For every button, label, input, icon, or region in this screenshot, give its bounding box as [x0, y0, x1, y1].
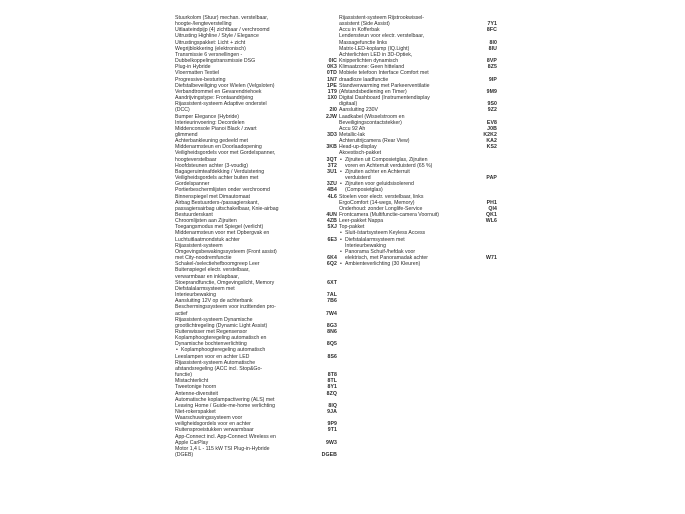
option-code: 9P9 — [327, 421, 337, 428]
option-description: Diefstalalarmsysteem met Interieurbewaking — [175, 285, 235, 299]
option-row — [175, 434, 337, 446]
option-code: 0IC — [328, 58, 337, 65]
option-description: Matrix-LED-koplamp (IQ.Light) — [339, 45, 410, 52]
option-code: 8T8 — [327, 372, 337, 379]
option-description: Automatische koplampactivering (ALS) met Leaving Home / Guide-me-home verlichting — [175, 396, 276, 409]
option-code: 8G3 — [326, 322, 337, 329]
option-code: 8I0 — [489, 39, 497, 46]
option-code: 4B4 — [327, 187, 337, 194]
option-description: Bumper Elegance (Hybride) — [175, 113, 240, 120]
option-code: 3D3 — [327, 131, 337, 138]
option-row — [339, 157, 497, 169]
option-row — [339, 52, 497, 64]
option-code: KA2 — [486, 138, 497, 145]
option-description: Tweetonige hoorn — [175, 384, 217, 391]
option-description: Middenconsole Pianoi Black / zwart glimmend — [175, 125, 257, 138]
option-code: 9S0 — [487, 101, 497, 108]
option-code: EV8 — [486, 119, 497, 126]
option-description: Bagageruimteafdekking / Verduistering — [175, 168, 265, 175]
option-description: Niet-rokerspakket — [175, 409, 216, 415]
option-code: 8N6 — [327, 328, 337, 335]
option-description: Toegangsmodus met Spiegel (verlicht) — [175, 224, 264, 231]
option-code: 4ZB — [326, 218, 337, 225]
option-code: 7AL — [326, 292, 337, 299]
option-code: 9JA — [327, 409, 337, 415]
option-description: Aandrijvingstype: Frontaandrijving — [175, 95, 254, 102]
option-row — [339, 33, 497, 45]
option-code: 2I0 — [329, 107, 337, 114]
option-description: Motor 1,4 L - 115 kW TSI Plug-in-Hybride (DGEB) — [175, 445, 270, 459]
option-row — [175, 347, 337, 353]
option-row — [175, 175, 337, 187]
option-code: 1PE — [326, 82, 337, 89]
option-code: QK1 — [486, 212, 497, 218]
option-description: Laadkabel (Wisselstroom en Beveiligingscontactstekker) — [339, 113, 405, 126]
option-code: 1X0 — [327, 95, 337, 102]
option-description: Lendensteun voor electr. verstelbaar, Massagefunctie links — [339, 33, 425, 46]
option-row — [175, 415, 337, 427]
option-description: Rijassistent-systeem Dynamische grootlichtregeling (Dynamic Light Assist) — [175, 316, 268, 329]
options-list-left — [175, 15, 337, 458]
option-row — [339, 70, 497, 82]
option-description: • Diefstalalarmsysteem met Interieurbewaking — [339, 237, 497, 249]
option-code: 9W3 — [326, 439, 337, 446]
option-code: J0B — [487, 125, 497, 132]
option-description: Rijassistent-systeem Omgevingsbewakingssysteem (Front assist) met City-noodremfunctie — [175, 242, 277, 262]
option-code: 8IQ — [328, 402, 337, 409]
option-description: Achterlichten LED in 3D-Optiek, Knipperlichten dynamisch — [339, 51, 413, 65]
option-code: PH1 — [486, 199, 497, 206]
option-description: Digital Dashboard (Instrumentendisplay digitaal) — [339, 95, 430, 108]
option-code: 7Y1 — [487, 21, 497, 28]
option-description: Hoofdsteunen achter (3-voudig) — [175, 162, 248, 169]
option-description: Progressive-besturing — [175, 76, 226, 83]
option-code: 4L6 — [327, 193, 337, 200]
option-description: Uitrustingspakket: Licht + zicht — [175, 39, 246, 46]
option-description: Ruitenwisser met Regensensor — [175, 328, 248, 335]
option-row — [339, 95, 497, 107]
option-code: KS2 — [486, 144, 497, 151]
option-code: WL6 — [485, 218, 497, 225]
option-code: 6XT — [327, 279, 337, 286]
option-description: Diefstalbeveiliging voor Wielen (Velgsloten) — [175, 82, 275, 89]
option-description: Top-pakket — [339, 224, 365, 231]
option-row — [175, 101, 337, 113]
option-row — [175, 317, 337, 329]
option-description: Standverwarming met Parkeerventilatie (Afstandsbediening en Timer) — [339, 82, 430, 95]
option-description: Portierbeschermlijsten onder verchroomd — [175, 187, 270, 194]
option-description: Veiligheidsgordels voor met Gordelspanner, hoogteverstelbaar — [175, 150, 276, 163]
option-description: Veiligheidsgordels achter buiten met Gordelspanner — [175, 175, 259, 188]
option-code: 3QT — [326, 156, 337, 163]
option-code: 8Y1 — [327, 384, 337, 391]
option-description: • Ambienteverlichting (30 Kleuren) — [339, 261, 497, 267]
option-row — [339, 114, 497, 126]
option-row — [339, 181, 497, 193]
option-code: 3T2 — [327, 162, 337, 169]
option-description: Wegrijblokkering (elektronisch) — [175, 45, 246, 52]
option-code: 9IP — [488, 76, 497, 83]
option-code: PAP — [486, 175, 497, 182]
option-code: 7W4 — [326, 310, 337, 317]
option-row — [339, 169, 497, 181]
option-row — [175, 304, 337, 316]
option-code: 6E3 — [327, 236, 337, 243]
option-description: Binnenspiegel met Dimautomaat — [175, 193, 250, 200]
option-row — [339, 15, 497, 27]
option-row — [175, 360, 337, 378]
option-description: • Zijruiten uit Composietglas, Zijruiten voren en Achterruit verduisterd (65 %) — [339, 157, 497, 169]
option-description: Rijassistent-systeem Rijstrookwissel- assistent (Side Assist) — [339, 15, 425, 28]
option-code: 8FC — [486, 27, 497, 34]
option-row — [339, 194, 497, 206]
option-description: Antenne-diversiteit — [175, 390, 218, 397]
option-code: 3KB — [326, 144, 337, 151]
option-description: Head-up-display — [339, 144, 377, 151]
option-description: Stuurkolom (Stuur) mechan. verstelbaar, hoogte-/lengteverstelling — [175, 15, 269, 28]
option-description: Beschermingssysteem voor inzittenden pro- actief — [175, 304, 276, 317]
option-code: 7B6 — [327, 298, 337, 305]
option-row — [175, 138, 337, 150]
option-row — [175, 15, 337, 27]
option-description: Klimaatzone: Geen hitteland — [339, 64, 405, 71]
option-description: Airbag Bestuurders-/passagierskant, passagiersairbag uitschakelbaar, Knie-airbag Bestuurderskant — [175, 199, 279, 218]
option-description: Vloermatten Textiel — [175, 70, 220, 77]
option-description: Uitlaateindpijp (4) zichtbaar / verchroomd — [175, 27, 270, 34]
option-description: Mistachterlicht — [175, 378, 209, 385]
option-description: Rijassistent-systeem Adaptive onderstel (DCC) — [175, 101, 267, 114]
option-code: 8Q5 — [326, 341, 337, 348]
option-code: 1N7 — [327, 76, 337, 83]
option-description: Plug-in Hybride — [175, 64, 211, 71]
option-description: Leeslampen voor en achter LED — [175, 353, 250, 360]
option-description: Aansluiting 230V — [339, 107, 378, 114]
option-description: Achteruitrijcamera (Rear View) — [339, 138, 410, 145]
option-description: App-Connect incl. App-Connect Wireless en Apple CarPlay — [175, 433, 276, 446]
option-description: Rijassistent-systeem Automatische afstandsregeling (ACC incl. Stop&Go- functie) — [175, 359, 263, 379]
option-description: Mobiele telefoon Interface Comfort met draadloze laadfunctie — [339, 70, 429, 83]
option-description: Middenarmsteun voor met Opbergvak en Luchtuitlaatmondstuk achter — [175, 230, 270, 243]
option-row — [175, 397, 337, 409]
option-code: 0TD — [326, 70, 337, 77]
option-description: • Panorama Schuif-/hefdak voor elektrisch, met Panoramadak achter — [339, 249, 486, 261]
option-code: DGEB — [321, 452, 337, 459]
option-description: Schakel-/selectiehefboomgreep Leer — [175, 261, 260, 268]
option-description: Accu 92 Ah — [339, 125, 366, 132]
option-code: 8ZQ — [326, 390, 337, 397]
option-description: Leer-pakket Nappa — [339, 218, 384, 225]
option-row — [175, 267, 337, 285]
option-code: 1T9 — [327, 88, 337, 95]
option-row — [339, 249, 497, 261]
option-description: Achterbankleuning gedeeld met Middenarmsteun en Doorlaadopening — [175, 138, 262, 151]
option-description: Waarschuwingssysteem voor veiligheidsgordels voor en achter — [175, 415, 251, 428]
option-code: 8S6 — [327, 353, 337, 360]
option-description: Uitrusting Highline / Style / Elegance — [175, 33, 259, 40]
options-list-right — [339, 15, 497, 267]
option-row — [175, 446, 337, 458]
option-row — [175, 335, 337, 347]
option-row — [339, 237, 497, 249]
option-description: Akoestisch-pakket — [339, 150, 382, 157]
option-description: • Sluit-/startsysteem Keyless Access — [339, 230, 497, 236]
option-code: W71 — [486, 255, 497, 262]
option-description: Chroomlijsten aan Zijruiten — [175, 218, 237, 225]
option-code: K2K2 — [483, 131, 497, 138]
option-row — [175, 126, 337, 138]
option-code: 5XJ — [327, 224, 337, 231]
option-description: • Zijruiten achter en Achterruit verduisterd — [339, 169, 486, 181]
option-row — [175, 150, 337, 162]
option-row — [339, 83, 497, 95]
option-code: 8TL — [327, 378, 337, 385]
option-code: 2JW — [326, 113, 337, 120]
option-code: 3U1 — [327, 168, 337, 175]
option-description: Accu in Kofferbak — [339, 27, 380, 34]
option-description: • Zijruiten voor geluidsisolerend (Composietglas) — [339, 181, 497, 193]
option-row — [175, 52, 337, 64]
option-code: 9Z2 — [487, 107, 497, 114]
option-description: Onderhoud: zonder Longlife-Service — [339, 205, 423, 212]
option-code: 6K4 — [327, 255, 337, 262]
option-row — [339, 261, 497, 267]
option-code: 8Z5 — [487, 64, 497, 71]
option-row — [175, 243, 337, 261]
option-description: Verbandtrommel en Gevarendriehoek — [175, 88, 262, 95]
option-code: 3ZU — [326, 181, 337, 188]
option-code: 8IU — [488, 45, 497, 52]
option-description: Aansluiting 12V op de achterbank — [175, 298, 253, 305]
option-code: QI4 — [488, 205, 497, 212]
option-code: 9T1 — [327, 427, 337, 434]
option-description: Buitenspiegel electr. verstelbaar, verwarmbaar en inklapbaar, Stoeprandfunctie, Omgevingslicht, Memory — [175, 267, 275, 286]
option-description: • Koplamphoogteregeling automatisch — [175, 347, 337, 353]
option-code: 4UN — [326, 212, 337, 218]
option-code: 0K3 — [327, 64, 337, 71]
option-row — [175, 286, 337, 298]
option-description: Metallic-lak — [339, 131, 365, 138]
option-description: Transmissie 6 versnellingen - Dubbelkoppelingstransmissie DSG — [175, 51, 256, 65]
option-code: 6Q2 — [326, 261, 337, 268]
option-row — [175, 200, 337, 218]
option-description: Ruitensproeistukken verwarmbaar — [175, 427, 254, 434]
option-code: 9M9 — [486, 88, 497, 95]
option-description: Stoelen voor electr. verstelbaar, links ErgoComfort (14-wegs, Memory) — [339, 193, 424, 206]
option-description: Koplamphoogteregeling automatisch en Dynamische bochtenverlichting — [175, 335, 267, 348]
option-description: Frontcamera (Multifunctie-camera Voornuit) — [339, 212, 440, 218]
option-row — [175, 230, 337, 242]
option-code: 8VP — [486, 58, 497, 65]
option-description: Interieurinvoering: Decordelen — [175, 119, 245, 126]
